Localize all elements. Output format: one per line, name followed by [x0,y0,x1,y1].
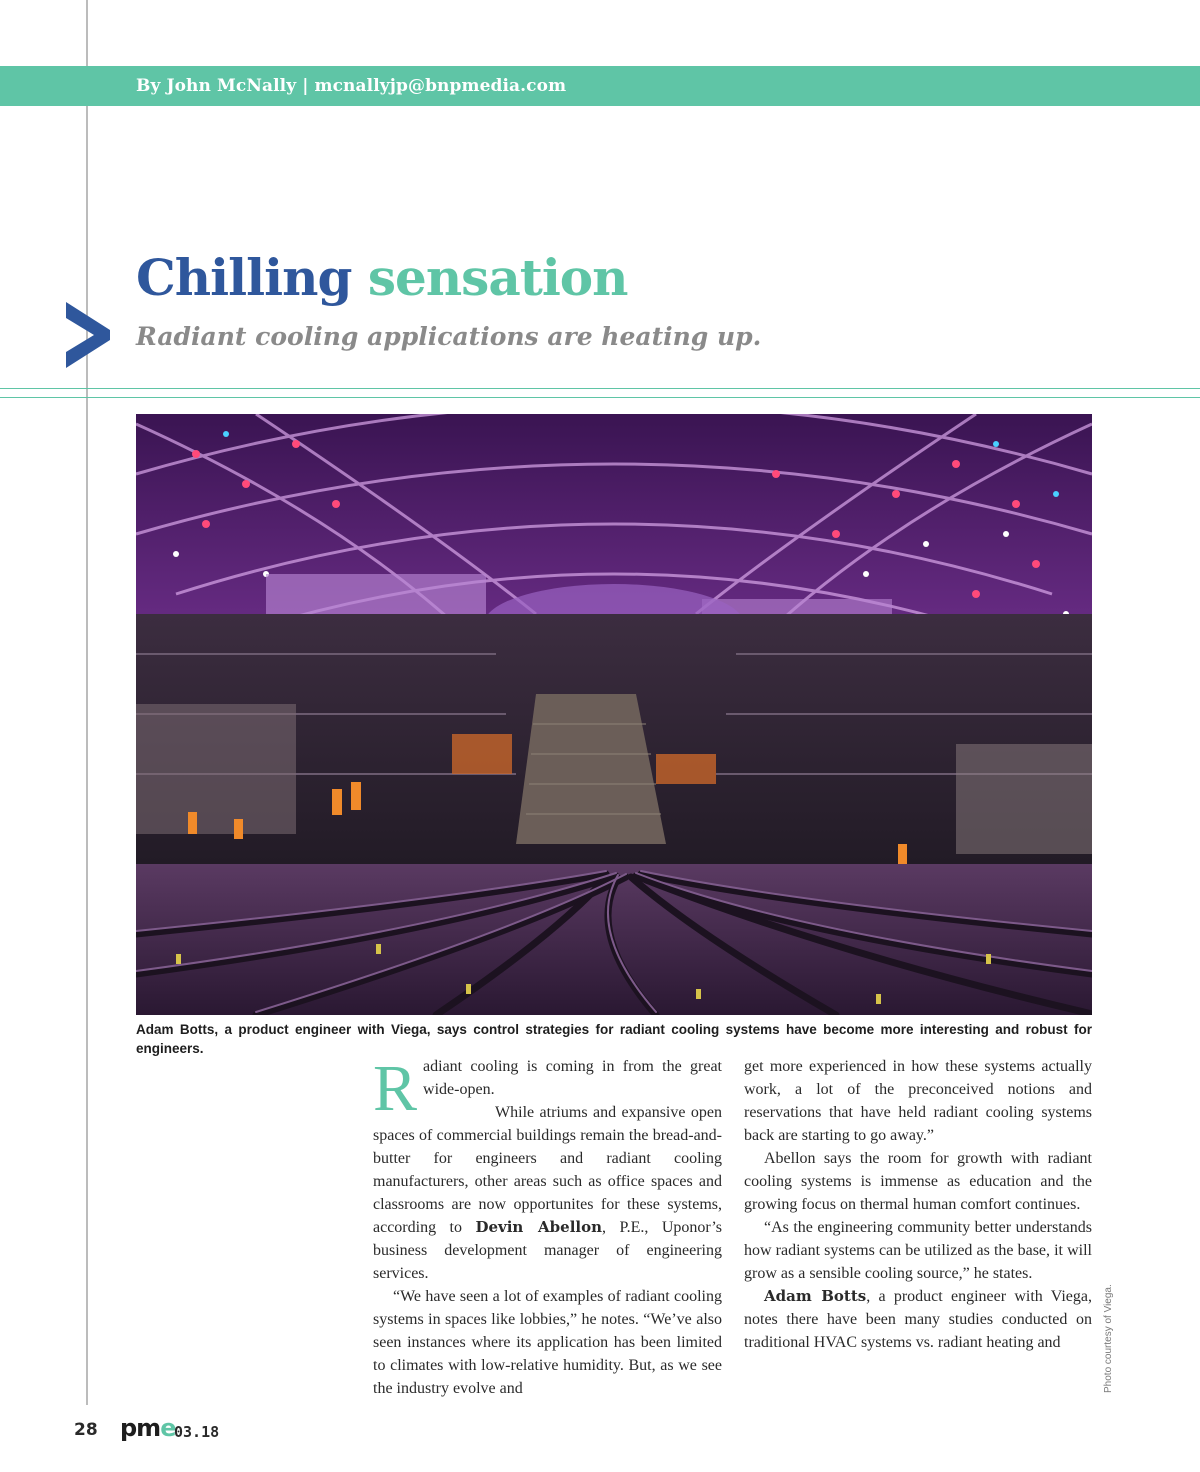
paragraph-text: While atriums and expansive open spaces of commercial buildings remain the bread-and-butter for engineers and radiant cooling manufacturers, other areas such as office spaces and classrooms are now opportunites for these systems, according to [373,1104,722,1236]
article-subtitle: Radiant cooling applications are heating up. [136,322,762,351]
body-column-1 [373,1052,722,1400]
paragraph [744,1285,1092,1354]
chevron-icon [64,300,112,370]
paragraph: “We have seen a lot of examples of radiant cooling systems in spaces like lobbies,” he notes. “We’ve also seen instances where its application has been limited to climates with low-relative humidity. But, as we see the industry evolve and [373,1288,722,1397]
drop-cap: R [373,1052,418,1125]
issue-date: 03.18 [174,1423,220,1441]
divider-rule [0,397,1200,398]
paragraph-text: , P.E., Uponor’s business development manager of engineering services. [373,1219,722,1282]
paragraph: Abellon says the room for growth with radiant cooling systems is immense as education and the growing focus on thermal human comfort continues. [744,1150,1092,1213]
paragraph [373,1101,722,1285]
paragraph [373,1052,722,1125]
photo-credit: Photo courtesy of Viega. [1103,1284,1114,1393]
title-word-2: sensation [367,248,628,307]
divider-rule [0,388,1200,389]
paragraph-text: adiant cooling is coming in from the great wide-open. [423,1058,722,1098]
byline: By John McNally | mcnallyjp@bnpmedia.com [136,76,567,96]
logo-text-accent: e [160,1414,176,1442]
person-name: Devin Abellon [475,1218,603,1236]
photo-caption: Adam Botts, a product engineer with Viega, says control strategies for radiant cooling systems have become more interesting and robust for engineers. [136,1022,1092,1056]
person-name: Adam Botts [764,1287,867,1305]
magazine-logo [120,1414,175,1442]
title-word-1: Chilling [136,248,352,307]
article-title [136,244,628,312]
left-margin-rule [86,0,88,1405]
article-photo [136,414,1092,1015]
page-number: 28 [74,1420,98,1440]
paragraph: get more experienced in how these systems actually work, a lot of the preconceived notions and reservations that have held radiant cooling systems back are starting to go away.” [744,1058,1092,1144]
paragraph: “As the engineering community better understands how radiant systems can be utilized as the base, it will grow as a sensible cooling source,” he states. [744,1219,1092,1282]
logo-text: pm [120,1414,161,1442]
paragraph-text: , a product engineer with Viega, notes there have been many studies conducted on traditional HVAC systems vs. radiant heating and [744,1288,1092,1351]
body-column-2 [744,1055,1092,1354]
